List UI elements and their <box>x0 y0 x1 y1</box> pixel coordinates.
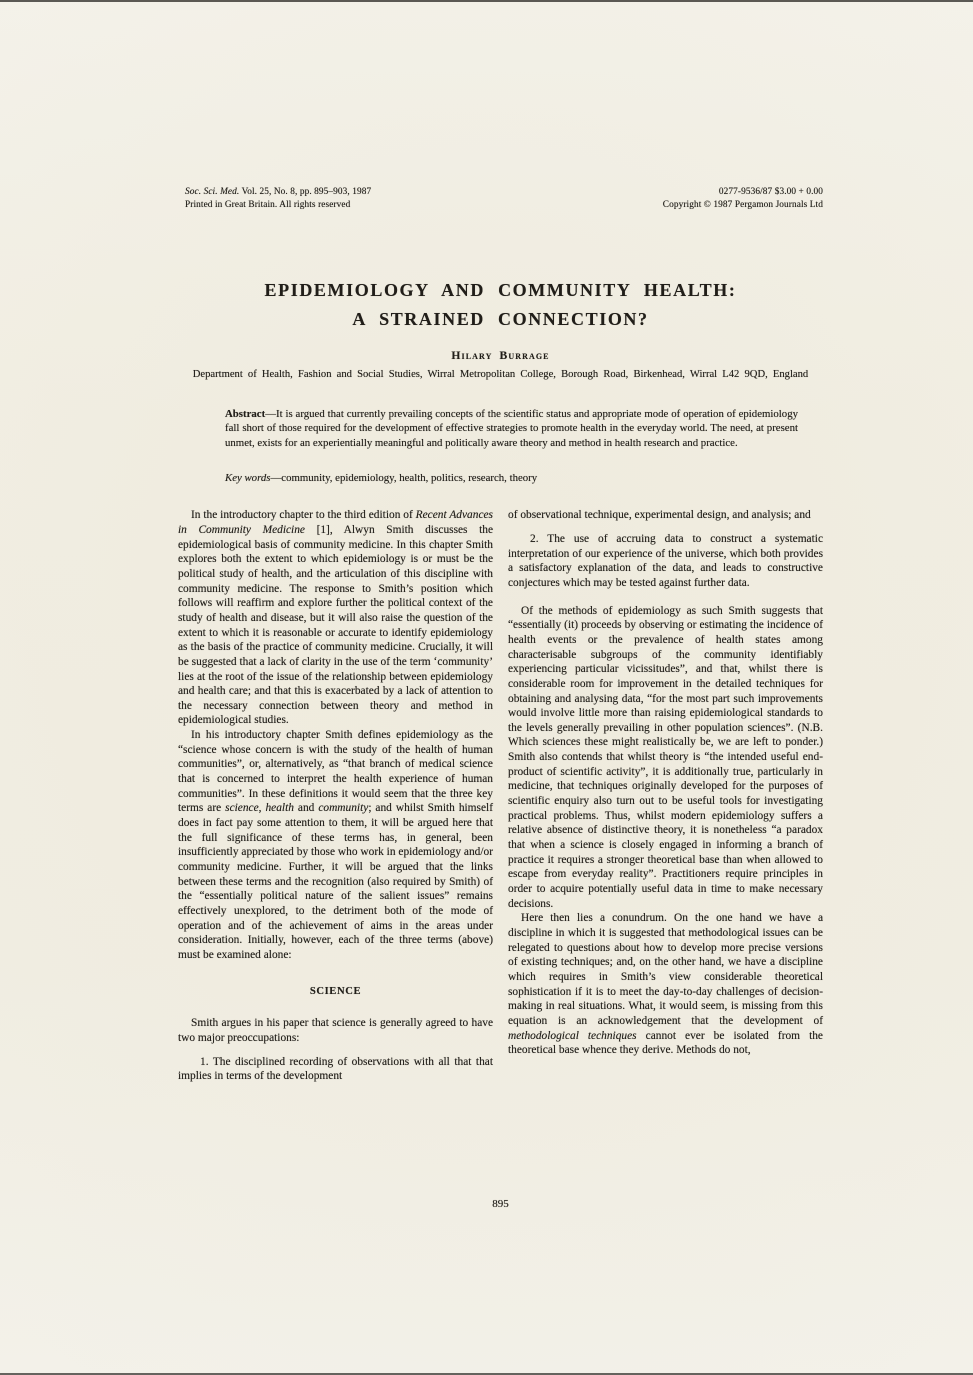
paragraph: In the introductory chapter to the third edition of Recent Advances in Community Medicine [1], Alwyn Smith discusses the epidemiological basis of community medicine. In this chapter Smith explores both the extent to which epidemiology is or must be the political study of health, and the articulation of this discipline with community medicine. The response to Smith’s position which follows will reaffirm and explore further the political context of the study of health and disease, but it will also raise the question of the extent to which it is reasonable or accurate to identify epidemiology as the basis of the practice of community medicine. Crucially, it will be suggested that a lack of clarity in the use of the term ‘community’ lies at the root of the issue of the relationship between epidemiology and health care; and that this is exacerbated by a lack of attention to the necessary connection between theory and method in epidemiological studies. <box>178 509 496 727</box>
body-columns <box>178 508 826 1084</box>
issn-price: 0277-9536/87 $3.00 + 0.00 <box>718 187 823 197</box>
author-name: Hilary Burrage <box>451 349 550 362</box>
text-block <box>178 0 826 1084</box>
page-number: 895 <box>492 1198 509 1210</box>
journal-volume-info: Vol. 25, No. 8, pp. 895–903, 1987 <box>239 187 372 197</box>
section-heading: SCIENCE <box>309 985 362 997</box>
right-column <box>508 508 826 1084</box>
paragraph: Smith argues in his paper that science is generally agreed to have two major preoccupations: <box>178 1017 496 1044</box>
journal-citation <box>185 186 371 199</box>
keywords-line <box>225 472 798 484</box>
masthead-right <box>663 186 823 212</box>
keywords-label: Key words <box>225 472 271 485</box>
abstract-text: —It is argued that currently prevailing concepts of the scientific status and appropriate mode of operation of epidemiology fall short of those required for the development of effective strategies to promote health in the everyday world. The need, at present unmet, exists for an experientially meaningful and politically aware theory and method in health research and practice. <box>225 407 798 449</box>
paper-title-line1: EPIDEMIOLOGY AND COMMUNITY HEALTH: <box>264 280 737 300</box>
masthead <box>178 186 823 212</box>
journal-name: Soc. Sci. Med. <box>185 187 240 197</box>
abstract-label: Abstract <box>225 407 266 420</box>
paragraph: In his introductory chapter Smith defines epidemiology as the “science whose concern is with the study of the health of human communities”, or, alternatively, as “that branch of medical science that is concerned to interpret the health experience of human communities”. In these definitions it would seem that the three key terms are science, health and community; and whilst Smith himself does in fact pay some attention to them, it will be argued here that the full significance of these terms has, in general, been insufficiently appreciated by those who work in epidemiology and/or community medicine. Further, it will be argued that the links between these terms and the recognition (also required by Smith) of the “essentially political nature of the salient issues” remains effectively unexplored, to the detriment both of the mode of operation and of the achievement of aims in the areas under consideration. Initially, however, each of the three terms (above) must be examined alone: <box>178 729 496 961</box>
keywords-text: —community, epidemiology, health, politics, research, theory <box>270 472 538 485</box>
abstract <box>225 407 798 451</box>
masthead-left <box>178 186 371 212</box>
paragraph: Of the methods of epidemiology as such Smith suggests that “essentially (it) proceeds by observing or estimating the incidence of health events or the prevalence of health states among characterisable subgroups of the community identifiably experiencing particular vicissitudes”, and that, whilst there is considerable room for improvement in the detailed techniques for obtaining and analysing data, “for the most part such improvements would involve little more than raising epidemiological standards to the levels generally prevailing in other population sciences”. (N.B. Which sciences these might realistically be, we are left to ponder.) Smith also contends that whilst theory is “the intended useful end-product of scientific activity”, it is additionally true, particularly in medicine, that techniques originally developed for the purposes of scientific enquiry also turn out to be useful tools for investigating practical problems. Thus, whilst modern epidemiology suffers a relative absence of distinctive theory, it is nonetheless “a paradox that when a science is closely engaged in informing a branch of practice it requires a stronger theoretical base than when allowed to escape from everyday reality”. Practitioners require principles in order to acquire potentially useful data in time to make necessary decisions. <box>508 604 826 910</box>
paragraph: 2. The use of accruing data to construct a systematic interpretation of our experience of the universe, which both provides a satisfactory explanation of the data, and leads to constructive conjectures which may be tested against further data. <box>508 532 826 589</box>
paragraph: of observational technique, experimental design, and analysis; and <box>508 509 811 522</box>
paper-title <box>178 276 823 334</box>
paper-title-line2: A STRAINED CONNECTION? <box>352 309 649 329</box>
author-affiliation: Department of Health, Fashion and Social Studies, Wirral Metropolitan College, Borough Road, Birkenhead, Wirral L42 9QD, England <box>192 369 809 380</box>
paragraph: 1. The disciplined recording of observations with all that that implies in terms of the development <box>178 1055 496 1083</box>
left-column <box>178 508 496 1084</box>
paragraph: Here then lies a conundrum. On the one hand we have a discipline in which it is suggested that methodological issues can be relegated to questions about how to develop more precise versions of existing techniques; and, on the other hand, we have a discipline which requires in Smith’s view considerable theoretical sophistication if it is to meet the day-to-day challenges of decision-making in real situations. What, it would seem, is missing from this equation is an acknowledgement that the development of methodological techniques cannot ever be isolated from the theoretical base whence they derive. Methods do not, <box>508 912 826 1057</box>
copyright-notice: Copyright © 1987 Pergamon Journals Ltd <box>662 200 823 210</box>
printed-in-notice: Printed in Great Britain. All rights reserved <box>185 200 351 210</box>
